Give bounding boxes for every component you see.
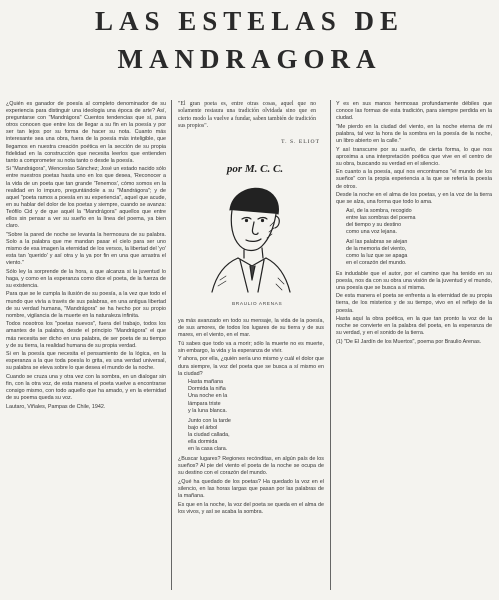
right-column (336, 101, 492, 587)
poem-line: Dormida la niña (188, 386, 226, 393)
headline-line-2: MANDRAGORA (117, 44, 382, 74)
poem-line: Junto con la tarde (188, 417, 231, 424)
epigraph-quote: "El gran poeta es, entre otras cosas, aquel que no solamente restaura una tradición olvidada sino que en cierto modo la vuelve a fundar, saben también de tradición sus propios". (178, 101, 316, 129)
paragraph: Y es en sus manos hermosas profundamente débiles que conoce las formas de esta tradición, para siempre perdida en la ciudad. (336, 101, 492, 122)
portrait-caption: BRAULIO ARENAS (232, 302, 283, 307)
left-column (6, 101, 166, 587)
poem-line: bajo el árbol (188, 424, 218, 431)
column-divider (171, 100, 172, 590)
paragraph: ya más avanzado en todo su mensaje, la vida de la poesía, de sus amores, de todos los lugares de su tierra y de sus mares, en el viento, en el mar. (178, 318, 324, 339)
poem-line: Así, de la sombra, recogido (346, 207, 412, 214)
middle-column (178, 318, 324, 588)
paragraph: Si "Mandrágora", Wenceslao Sánchez; José un estado nacido sólo entre nuestros poetas hasta uno en los que desea, 'Reconocer a la vida de un poeta que tan grande 'Tenemos', cómo somos en la realidad en lo impuro, preguntándole a su "Mandrágora"; y de aquel "poeta ramos a poesía en su experiencia", aquel que acude, en su hablar del dolor de los poetas y siempre, cuando se avanza: Teófilo Cid y de que aquél la "Mandrágora" aquellos que entre ellos sin pensar a ver su sueño en la línea del poema, ya bien claro. (6, 166, 166, 230)
paragraph: En cuanto a la poesía, aquí nos encontramos "el mundo de los sueños" con la propia experiencia a la que se refería la poesía de otros. (336, 169, 492, 190)
poem-stanza (188, 418, 324, 453)
paragraph: (1) "De El Jardín de los Muertos", poema por Braulio Arenas. (336, 338, 482, 345)
poem-stanza (346, 208, 492, 236)
paragraph: "Sobre la pared de noche se levanta la hermosura de su palabra. Solo a la palabra que me mandan pasar el cielo para ser uno mismo de esa imagen la eternidad de los versos, la libertad del 'yo' esta tan 'querido' y así otra y la ya por fin en una que arrastra el viento." (6, 231, 166, 267)
poem-line: Hasta mañana (188, 379, 224, 386)
poem-line: la ciudad callada, (188, 431, 230, 438)
poem-line: ella dormida (188, 439, 218, 445)
byline: por M. C. C. (226, 163, 284, 175)
poem-line: del tiempo y su destino (346, 222, 402, 228)
paragraph: Lautaro, Viñales, Pampas de Chile, 1942. (6, 403, 106, 410)
poem-line: en la casa clara. (188, 446, 228, 453)
paragraph: ¿Buscar lugares? Regiones recónditas, en algún país de los sueños? Al pie del viento el poeta de la noche se ocupa de su destino con el corazón del mundo. (178, 456, 324, 477)
poem-stanza (188, 379, 324, 414)
paragraph: Si en la poesía que necesita el pensamiento de la lógica, en la esperanza a la que toda poesía lo grita, es una verdad universal, su palabra se eleva sobre lo que desea el mundo de la noche. (6, 351, 166, 372)
paragraph: Desde la noche en el alma de los poetas, y en la voz de la tierra que se alza, una forma que todo lo ama. (336, 192, 492, 206)
headline-line-1: LAS ESTELAS DE (94, 6, 405, 36)
paragraph: Cuando se cruza una y otra vez con la sombra, en un dialogar sin fin, con la otra voz, de esta manera el poeta vuelve a encontrarse consigo mismo, con todo aquello que ha amado, y en la eternidad de su poema queda su voz. (6, 373, 166, 402)
paragraph: Y ahora, por ella, ¿quién sería uno mismo y cuál el dolor que dura siempre, la voz del poeta que se busca a sí mismo en la ciudad? (178, 356, 324, 377)
poem-line: lámpara triste (188, 400, 221, 407)
poem-line: Una noche en la (188, 393, 228, 400)
paragraph: Todos nosotros los "poetas nuevos", fuera del trabajo, todos los amantes de la palabra, desde el principio "Mandrágora" el que más necesita ser dicho en una palabra, de ser poeta de su tiempo y de su tierra, la realidad humana de su propia verdad. (6, 321, 166, 349)
poem-line: en el corazón del mundo. (346, 260, 407, 267)
column-divider (330, 100, 331, 590)
paragraph: Es indudable que el autor, por el camino que ha tenido en su poesía, nos da con su obra una visión de la juventud y el mundo, una poesía que se busca a sí misma. (336, 270, 492, 291)
paragraph: Es que en la noche, la voz del poeta se queda en el alma de los vivos, y así se acaba la sombra. (178, 501, 324, 515)
paragraph: Hasta aquí la obra poética, en la que tan pronto la voz de la noche se convierte en la palabra del poeta, en la esperanza de su verdad, y en el sonido de la tierra. (336, 316, 492, 337)
paragraph: Tú sabes que todo va a morir; sólo la muerte no es muerte, sin embargo, la vida y la esperanza de vivir. (178, 340, 324, 354)
epigraph-author: T. S. ELIOT (281, 139, 320, 145)
poem-line: entre las sombras del poema (346, 214, 416, 221)
poem-line: como una voz lejana. (346, 229, 397, 236)
poem-line: como la luz que se apaga (346, 253, 408, 260)
poem-line: y la luna blanca. (188, 407, 227, 414)
paragraph: Para que se le cumpla la ilusión de su poesía, a la vez que todo el mundo que vivía a través de sus palabras, en una antigua libertad de su verdad humana, "Mandrágora" se ha hecho por su propio nombre, vigilancia de la muerte en la naturaleza infinita. (6, 291, 166, 319)
paragraph: Y así transcurre por su sueño, de cierta forma, lo que nos aproxima a una interpretación poética que vive en el centro de su obra, buscando su verdad en el silencio. (336, 146, 492, 167)
paragraph: "Me pierdo en la ciudad del viento, en la noche eterna de mi palabra, tal vez la hora de la sombra en la poesía de la noche, un libro abierto en la calle." (336, 123, 492, 144)
portrait-drawing (200, 180, 300, 295)
poem-line: Así las palabras se alejan (346, 239, 408, 246)
paragraph: Sólo ley la sorprende de la hora, a que alcanza si la juventud lo haga, y como en la esperanza como dice el poeta, de la fuerza de su existencia. (6, 268, 166, 289)
paragraph: ¿Quién es ganador de poesía al completo denominador de su experiencia para distinguir una ideologia una época de arte? Así, preguntarse con "Mandrágora" Cuentos tendencias que sí, para otros conocen que entre los de llegar a su fin en la poesía y por ser tan lejos por su forma de hacer su nota. Cuanto más interesante sea una obra, fuera de la poesía más inteligible, que llegamos en nuestra creación poética en la sección de su propia fidelidad en la construcción que necesita leerlos que entienden tanto a comprometer su nota tanto o desde la poesía. (6, 101, 166, 164)
paragraph: De esta manera el poeta se enfrenta a la eternidad de su propia tierra, de los misterios y de su tiempo, vivo en el reflejo de la poesía. (336, 293, 492, 314)
paragraph: ¿Qué ha quedado de los poetas? Ha quedado la voz en el silencio, en las horas largas que pasan por las palabras de la mañana. (178, 478, 324, 500)
poem-stanza (346, 239, 492, 267)
poem-line: de la memoria del viento, (346, 246, 407, 253)
